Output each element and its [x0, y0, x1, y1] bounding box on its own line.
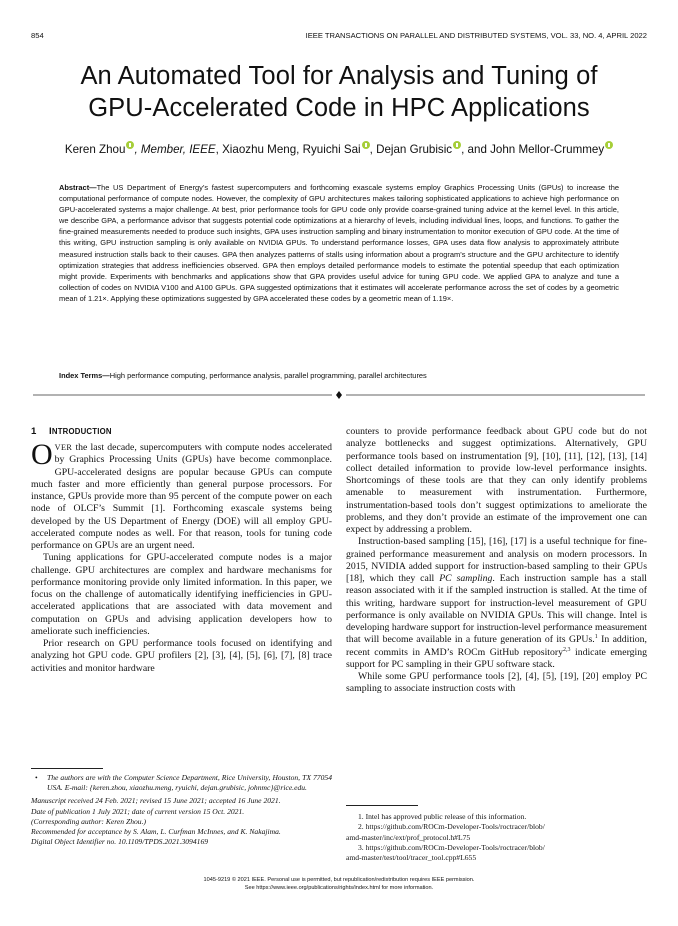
- section-heading: 1 INTRODUCTION: [31, 426, 112, 437]
- abstract: Abstract—The US Department of Energy’s fastest supercomputers and forthcoming exascale systems employ Graphics Processing Units (GPUs) to increase the computational performance of compute nodes. However, the complexity of GPU architectures makes tailoring sophisticated applications to achieve high performance on GPU-accelerated systems a major challenge. At best, prior performance tools for GPU code only provide coarse-grained tuning advice at the kernel level. In this article, we describe GPA, a performance advisor that suggests potential code optimizations at a hierarchy of levels, including individual lines, loops, and functions. To gather the fine-grained measurements needed to produce such insights, GPA uses instruction sampling and binary instrumentation to monitor execution of GPU code. At the time of this writing, GPU instruction sampling is only available on NVIDIA GPUs. To understand performance losses, GPA uses data flow analysis to approximately attribute measured instruction stalls back to their causes. GPA then analyzes patterns of stalls using information about a program’s structure and the GPU architecture to identify optimization strategies that address inefficiencies observed. GPA then employs detailed performance models to estimate the potential speedup that each optimization might provide. Experiments with benchmarks and applications show that GPA provides useful advice for tuning GPU code. We applied GPA to analyze and tune a collection of codes on NVIDIA V100 and A100 GPUs. GPA suggested optimizations that it estimates will accelerate performance across the set of codes by a geometric mean of 1.21×. Applying these optimizations suggested by GPA accelerated these codes by a geometric mean of 1.19×.: [59, 183, 619, 303]
- intro-paragraph-5: Instruction-based sampling [15], [16], [17] is a useful technique for fine-grained performance measurement and analysis on modern processors. In 2015, NVIDIA added support for instruction-based sampling to their GPUs [18], which they call PC sampling. Each instruction sample has a stall reason associated with it if the sampled instruction is stalled. At the time of this writing, hardware support for instruction-level measurement of GPU performance is only available on NVIDIA GPUs. This will change. Intel is developing hardware support for instruction-level performance measurement that will become available in a future generation of its GPUs.$^1$ In addition, recent commits in AMD’s ROCm GitHub repository$^{2,3}$ indicate emerging support for PC sampling in their GPU software stack.: [346, 536, 647, 670]
- index-terms-text: High performance computing, performance analysis, parallel programming, parallel architectures: [109, 371, 427, 380]
- running-header: [31, 31, 647, 43]
- orcid-icon[interactable]: [362, 141, 370, 149]
- abstract-label: Abstract: [59, 183, 90, 192]
- paper-title: [20, 60, 658, 124]
- abstract-text: The US Department of Energy’s fastest supercomputers and forthcoming exascale systems employ Graphics Processing Units (GPUs) to increase the computational performance of compute nodes. However, the complexity of GPU architectures makes tailoring sophisticated applications to achieve high performance on GPU-accelerated systems a major challenge. At best, prior performance tools for GPU code only provide coarse-grained tuning advice at the kernel level. In this article, we describe GPA, a performance advisor that suggests potential code optimizations at a hierarchy of levels, including individual lines, loops, and functions. To gather the fine-grained measurements needed to produce such insights, GPA uses instruction sampling and binary instrumentation to monitor execution of GPU code. At the time of this writing, GPU instruction sampling is only available on NVIDIA GPUs. To understand performance losses, GPA uses data flow analysis to approximately attribute measured instruction stalls back to their causes. GPA then analyzes patterns of stalls using information about a program’s structure and the GPU architecture to identify optimization strategies that address inefficiencies observed. GPA then employs detailed performance models to estimate the potential speedup that each optimization might provide. Experiments with benchmarks and applications show that GPA provides useful advice for tuning GPU code. We applied GPA to analyze and tune a collection of codes on NVIDIA V100 and A100 GPUs. GPA suggested optimizations that it estimates will accelerate performance across the set of codes by a geometric mean of 1.21×. Applying these optimizations suggested by GPA accelerated these codes by a geometric mean of 1.19×.: [59, 183, 619, 303]
- journal-header: IEEE TRANSACTIONS ON PARALLEL AND DISTRIBUTED SYSTEMS, VOL. 33, NO. 4, APRIL 2022: [305, 31, 647, 40]
- right-column: [346, 426, 647, 696]
- copyright-notice: [0, 877, 678, 892]
- title-line-2: GPU-Accelerated Code in HPC Applications: [88, 94, 590, 122]
- manuscript-info: Manuscript received 24 Feb. 2021; revised 15 June 2021; accepted 16 June 2021. Date of publication 1 July 2021; date of current version 15 Oct. 2021. (Corresponding author: Keren Zhou.) Recommended for acceptance by S. Alam, L. Curfman McInnes, and K. Nakajima. Digital Object Identifier no. 10.1109/TPDS.2021.3094169: [31, 796, 281, 847]
- left-column: [31, 426, 332, 675]
- intro-paragraph-2: Tuning applications for GPU-accelerated compute nodes is a major challenge. GPU architectures are complex and hardware mechanisms for performance monitoring provide only limited information. In this paper, we focus on the challenge of automatically identifying inefficiencies in GPU-accelerated applications that are associated with data movement and computation on GPUs and advising application developers how to ameliorate such inefficiencies.: [31, 552, 332, 637]
- author-1-role: , Member, IEEE: [134, 143, 216, 156]
- author-list: [20, 141, 658, 157]
- footnote-ref-1[interactable]: 1: [594, 634, 598, 640]
- footnote-2[interactable]: 2. https://github.com/ROCm-Developer-Tools/roctracer/blob/: [358, 822, 545, 832]
- footnotes: [346, 812, 647, 863]
- intro-paragraph-3: Prior research on GPU performance tools focused on identifying and analyzing hot GPU code. GPU profilers [2], [3], [4], [5], [6], [7], [8] trace activities and monitor hardware: [31, 638, 332, 674]
- intro-paragraph-4: counters to provide performance feedback about GPU code but do not analyze bottlenecks and suggest optimizations. Alternatively, GPU performance tools based on instrumentation [9], [10], [11], [12], [13], [14] collect detailed information to provide low-level performance insights. Shortcomings of these tools are that they can only identify problems amenable to measurement with instrumentation. Furthermore, instrumentation-based tools don’t suggest optimizations to ameliorate the problems, and they don’t provide an estimate of the improvement one can expect by addressing a problem.: [346, 426, 647, 535]
- footnote-3-cont[interactable]: amd-master/test/tool/tracer_tool.cpp#L655: [346, 853, 477, 863]
- footnote-3[interactable]: 3. https://github.com/ROCm-Developer-Tools/roctracer/blob/: [358, 842, 545, 852]
- index-terms-label: Index Terms: [59, 371, 103, 380]
- intro-paragraph-6: While some GPU performance tools [2], [4], [5], [19], [20] employ PC sampling to associate instruction costs with: [346, 671, 647, 695]
- orcid-icon[interactable]: [453, 141, 461, 149]
- author-1: Keren Zhou: [64, 143, 126, 156]
- intro-paragraph-1: OVER the last decade, supercomputers with compute nodes accelerated by Graphics Processing Units (GPUs) have become commonplace. GPU-accelerated designs are popular because GPUs can compute much faster and more efficiently than general purpose processors. For instance, GPUs provide more than 95 percent of the compute power on each node of OLCF’s Summit [1]. Forthcoming exascale systems being developed by the US Department of Energy (DOE) will all employ GPU-accelerated compute nodes as well. For that reason, tools for tuning code performance on GPUs are an urgent need.: [31, 438, 332, 551]
- section-divider: [0, 389, 678, 401]
- drop-cap: O: [31, 438, 53, 471]
- title-line-1: An Automated Tool for Analysis and Tuning of: [80, 62, 598, 90]
- footnote-2-cont[interactable]: amd-master/inc/ext/prof_protocol.h#L75: [346, 832, 471, 842]
- footnote-1: 1. Intel has approved public release of this information.: [358, 812, 527, 821]
- footnote-rule: [31, 768, 103, 769]
- copyright-line-1: 1045-9219 © 2021 IEEE. Personal use is permitted, but republication/redistribution requires IEEE permission.: [203, 877, 475, 883]
- author-5: , and John Mellor-Crummey: [461, 143, 605, 156]
- orcid-icon[interactable]: [605, 141, 613, 149]
- author-4: , Dejan Grubisic: [369, 143, 453, 156]
- author-affiliation-footnote: [31, 773, 332, 847]
- footnote-rule: [346, 805, 418, 806]
- copyright-line-2[interactable]: See https://www.ieee.org/publications/rights/index.html for more information.: [244, 884, 434, 891]
- page-number: 854: [31, 31, 44, 40]
- affiliation-note: • The authors are with the Computer Science Department, Rice University, Houston, TX 77054 USA. E-mail: {keren.zhou, xiaozhu.meng, ryuichi, dejan.grubisic, johnmc}@rice.edu.: [31, 773, 332, 793]
- index-terms: Index Terms—High performance computing, performance analysis, parallel programming, parallel architectures: [59, 371, 427, 380]
- footnote-ref-2-3[interactable]: 2,3: [563, 646, 571, 653]
- author-2-3: , Xiaozhu Meng, Ryuichi Sai: [215, 143, 361, 156]
